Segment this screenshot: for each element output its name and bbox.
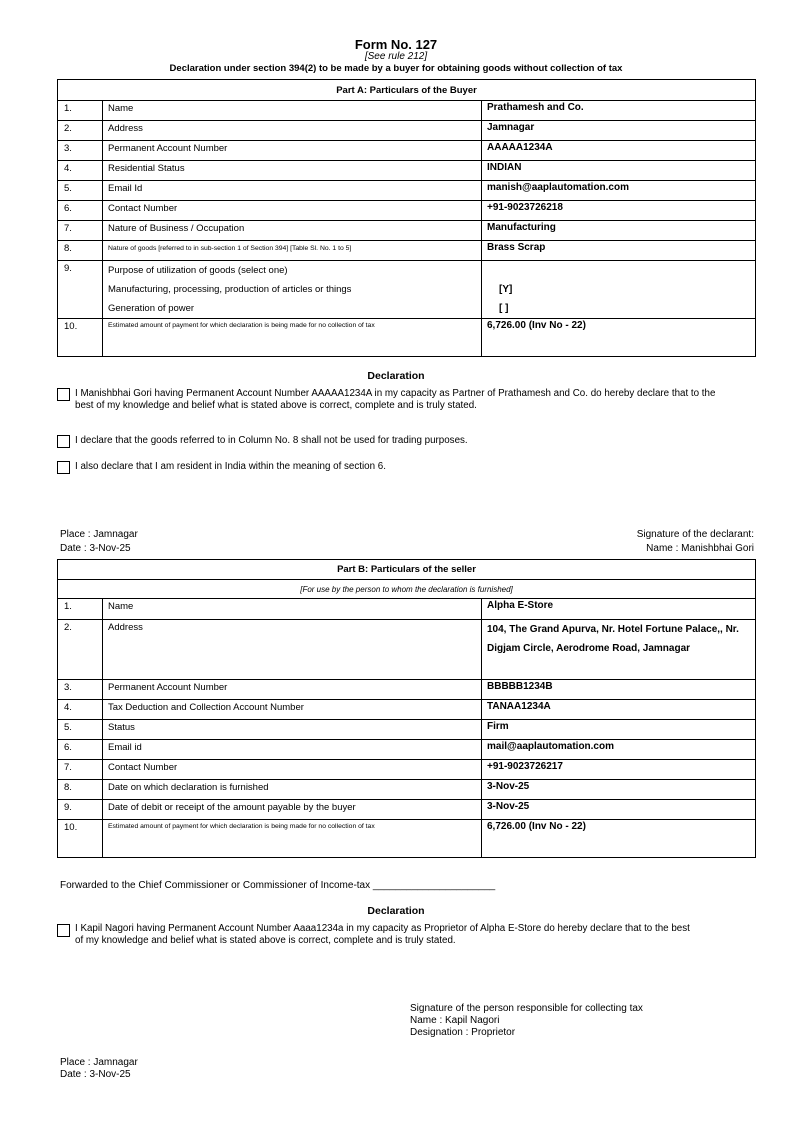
declaration-heading: Declaration xyxy=(367,370,425,382)
part-a-title: Part A: Particulars of the Buyer xyxy=(58,80,756,101)
seller-estimate-value: 6,726.00 (Inv No - 22) xyxy=(482,820,756,858)
row-number: 4. xyxy=(58,700,103,720)
declaration-text-1: I Manishbhai Gori having Permanent Account Number AAAAA1234A in my capacity as Partner of Prathamesh and Co. do hereby declare that to the best of my knowledge and belief what is stated above is correct, complete and is truly stated. xyxy=(75,388,716,411)
declarant-signature-label: Signature of the declarant: xyxy=(636,529,754,540)
table-row xyxy=(58,680,756,700)
purpose-marks-cell xyxy=(482,261,756,319)
form-subtitle: Declaration under section 394(2) to be made by a buyer for obtaining goods without collection of tax xyxy=(169,63,623,74)
date-a: Date : 3-Nov-25 xyxy=(60,543,131,554)
row-label: Date of debit or receipt of the amount payable by the buyer xyxy=(103,800,482,820)
table-row xyxy=(58,740,756,760)
row-number: 8. xyxy=(58,241,103,261)
seller-contact-value: +91-9023726217 xyxy=(482,760,756,780)
seller-status-value: Firm xyxy=(482,720,756,740)
part-b-note-row xyxy=(58,580,756,599)
forwarded-line: Forwarded to the Chief Commissioner or Commissioner of Income-tax ______________________ xyxy=(60,880,496,891)
declaration-checkbox-2[interactable] xyxy=(57,435,70,448)
buyer-residential-status-value: INDIAN xyxy=(482,161,756,181)
purpose-mark-manufacturing: [Y] xyxy=(499,284,513,295)
buyer-goods-value: Brass Scrap xyxy=(482,241,756,261)
declaration-b-checkbox[interactable] xyxy=(57,924,70,937)
row-label: Email id xyxy=(103,740,482,760)
table-row xyxy=(58,101,756,121)
row-label: Name xyxy=(103,101,482,121)
row-number: 6. xyxy=(58,740,103,760)
row-label: Nature of Business / Occupation xyxy=(103,221,482,241)
row-number: 9. xyxy=(58,800,103,820)
declaration-text-3: I also declare that I am resident in India within the meaning of section 6. xyxy=(75,461,386,472)
row-label: Estimated amount of payment for which declaration is being made for no collection of tax xyxy=(103,319,482,357)
part-a-header-row xyxy=(58,80,756,101)
buyer-name-value: Prathamesh and Co. xyxy=(482,101,756,121)
table-row xyxy=(58,201,756,221)
buyer-estimate-value: 6,726.00 (Inv No - 22) xyxy=(482,319,756,357)
table-row xyxy=(58,141,756,161)
row-label: Name xyxy=(103,599,482,620)
row-number: 7. xyxy=(58,760,103,780)
table-row xyxy=(58,620,756,680)
declaration-b-heading: Declaration xyxy=(367,905,425,917)
row-label: Status xyxy=(103,720,482,740)
row-number: 3. xyxy=(58,141,103,161)
table-row xyxy=(58,800,756,820)
part-b-table xyxy=(57,559,756,858)
row-label: Permanent Account Number xyxy=(103,680,482,700)
table-row xyxy=(58,221,756,241)
purpose-mark-power: [ ] xyxy=(499,303,509,314)
row-label: Address xyxy=(103,620,482,680)
row-number: 7. xyxy=(58,221,103,241)
declarant-name: Name : Manishbhai Gori xyxy=(646,543,754,554)
collector-name: Name : Kapil Nagori xyxy=(410,1015,500,1026)
declaration-b-text: I Kapil Nagori having Permanent Account Number Aaaa1234a in my capacity as Proprietor of Alpha E-Store do hereby declare that to the best of my knowledge and belief what is stated above is correct, complete and is truly stated. xyxy=(75,923,690,946)
table-row xyxy=(58,780,756,800)
row-label: Address xyxy=(103,121,482,141)
seller-pan-value: BBBBB1234B xyxy=(482,680,756,700)
seller-address-value: 104, The Grand Apurva, Nr. Hotel Fortune Palace,, Nr. Digjam Circle, Aerodrome Road, Jamnagar xyxy=(482,620,756,680)
table-row xyxy=(58,261,756,319)
buyer-pan-value: AAAAA1234A xyxy=(482,141,756,161)
purpose-cell xyxy=(103,261,482,319)
seller-debit-date-value: 3-Nov-25 xyxy=(482,800,756,820)
row-label: Tax Deduction and Collection Account Number xyxy=(103,700,482,720)
seller-email-value: mail@aaplautomation.com xyxy=(482,740,756,760)
row-label: Residential Status xyxy=(103,161,482,181)
row-number: 4. xyxy=(58,161,103,181)
row-label: Estimated amount of payment for which declaration is being made for no collection of tax xyxy=(103,820,482,858)
row-number: 2. xyxy=(58,121,103,141)
table-row xyxy=(58,161,756,181)
seller-furnished-date-value: 3-Nov-25 xyxy=(482,780,756,800)
part-b-header-row xyxy=(58,560,756,580)
table-row xyxy=(58,599,756,620)
purpose-heading: Purpose of utilization of goods (select one) xyxy=(108,265,288,276)
table-row xyxy=(58,319,756,357)
row-number: 3. xyxy=(58,680,103,700)
row-number: 10. xyxy=(58,319,103,357)
buyer-contact-value: +91-9023726218 xyxy=(482,201,756,221)
table-row xyxy=(58,181,756,201)
form-title: Form No. 127 xyxy=(354,37,438,52)
declaration-text-2: I declare that the goods referred to in Column No. 8 shall not be used for trading purposes. xyxy=(75,435,468,446)
part-b-note: [For use by the person to whom the declaration is furnished] xyxy=(58,580,756,599)
declaration-checkbox-3[interactable] xyxy=(57,461,70,474)
table-row xyxy=(58,760,756,780)
row-number: 1. xyxy=(58,101,103,121)
buyer-business-value: Manufacturing xyxy=(482,221,756,241)
date-b: Date : 3-Nov-25 xyxy=(60,1069,131,1080)
row-label: Contact Number xyxy=(103,201,482,221)
seller-name-value: Alpha E-Store xyxy=(482,599,756,620)
part-a-table xyxy=(57,79,756,357)
row-label: Email Id xyxy=(103,181,482,201)
row-label: Date on which declaration is furnished xyxy=(103,780,482,800)
row-label: Contact Number xyxy=(103,760,482,780)
part-b-title: Part B: Particulars of the seller xyxy=(58,560,756,580)
row-number: 2. xyxy=(58,620,103,680)
row-number: 5. xyxy=(58,181,103,201)
row-label: Permanent Account Number xyxy=(103,141,482,161)
table-row xyxy=(58,241,756,261)
row-label: Nature of goods [referred to in sub-section 1 of Section 394] [Table Sl. No. 1 to 5] xyxy=(103,241,482,261)
seller-tan-value: TANAA1234A xyxy=(482,700,756,720)
purpose-option-power: Generation of power xyxy=(108,303,195,314)
table-row xyxy=(58,720,756,740)
declaration-checkbox-1[interactable] xyxy=(57,388,70,401)
row-number: 8. xyxy=(58,780,103,800)
table-row xyxy=(58,121,756,141)
place-a: Place : Jamnagar xyxy=(60,529,138,540)
buyer-email-value: manish@aaplautomation.com xyxy=(482,181,756,201)
row-number: 6. xyxy=(58,201,103,221)
table-row xyxy=(58,700,756,720)
collector-signature-label: Signature of the person responsible for collecting tax xyxy=(410,1003,643,1014)
place-b: Place : Jamnagar xyxy=(60,1057,138,1068)
table-row xyxy=(58,820,756,858)
form-rule-reference: [See rule 212] xyxy=(364,51,428,62)
row-number: 1. xyxy=(58,599,103,620)
row-number: 10. xyxy=(58,820,103,858)
row-number: 5. xyxy=(58,720,103,740)
collector-designation: Designation : Proprietor xyxy=(410,1027,516,1038)
purpose-option-manufacturing: Manufacturing, processing, production of articles or things xyxy=(108,284,352,295)
row-number: 9. xyxy=(58,261,103,319)
buyer-address-value: Jamnagar xyxy=(482,121,756,141)
